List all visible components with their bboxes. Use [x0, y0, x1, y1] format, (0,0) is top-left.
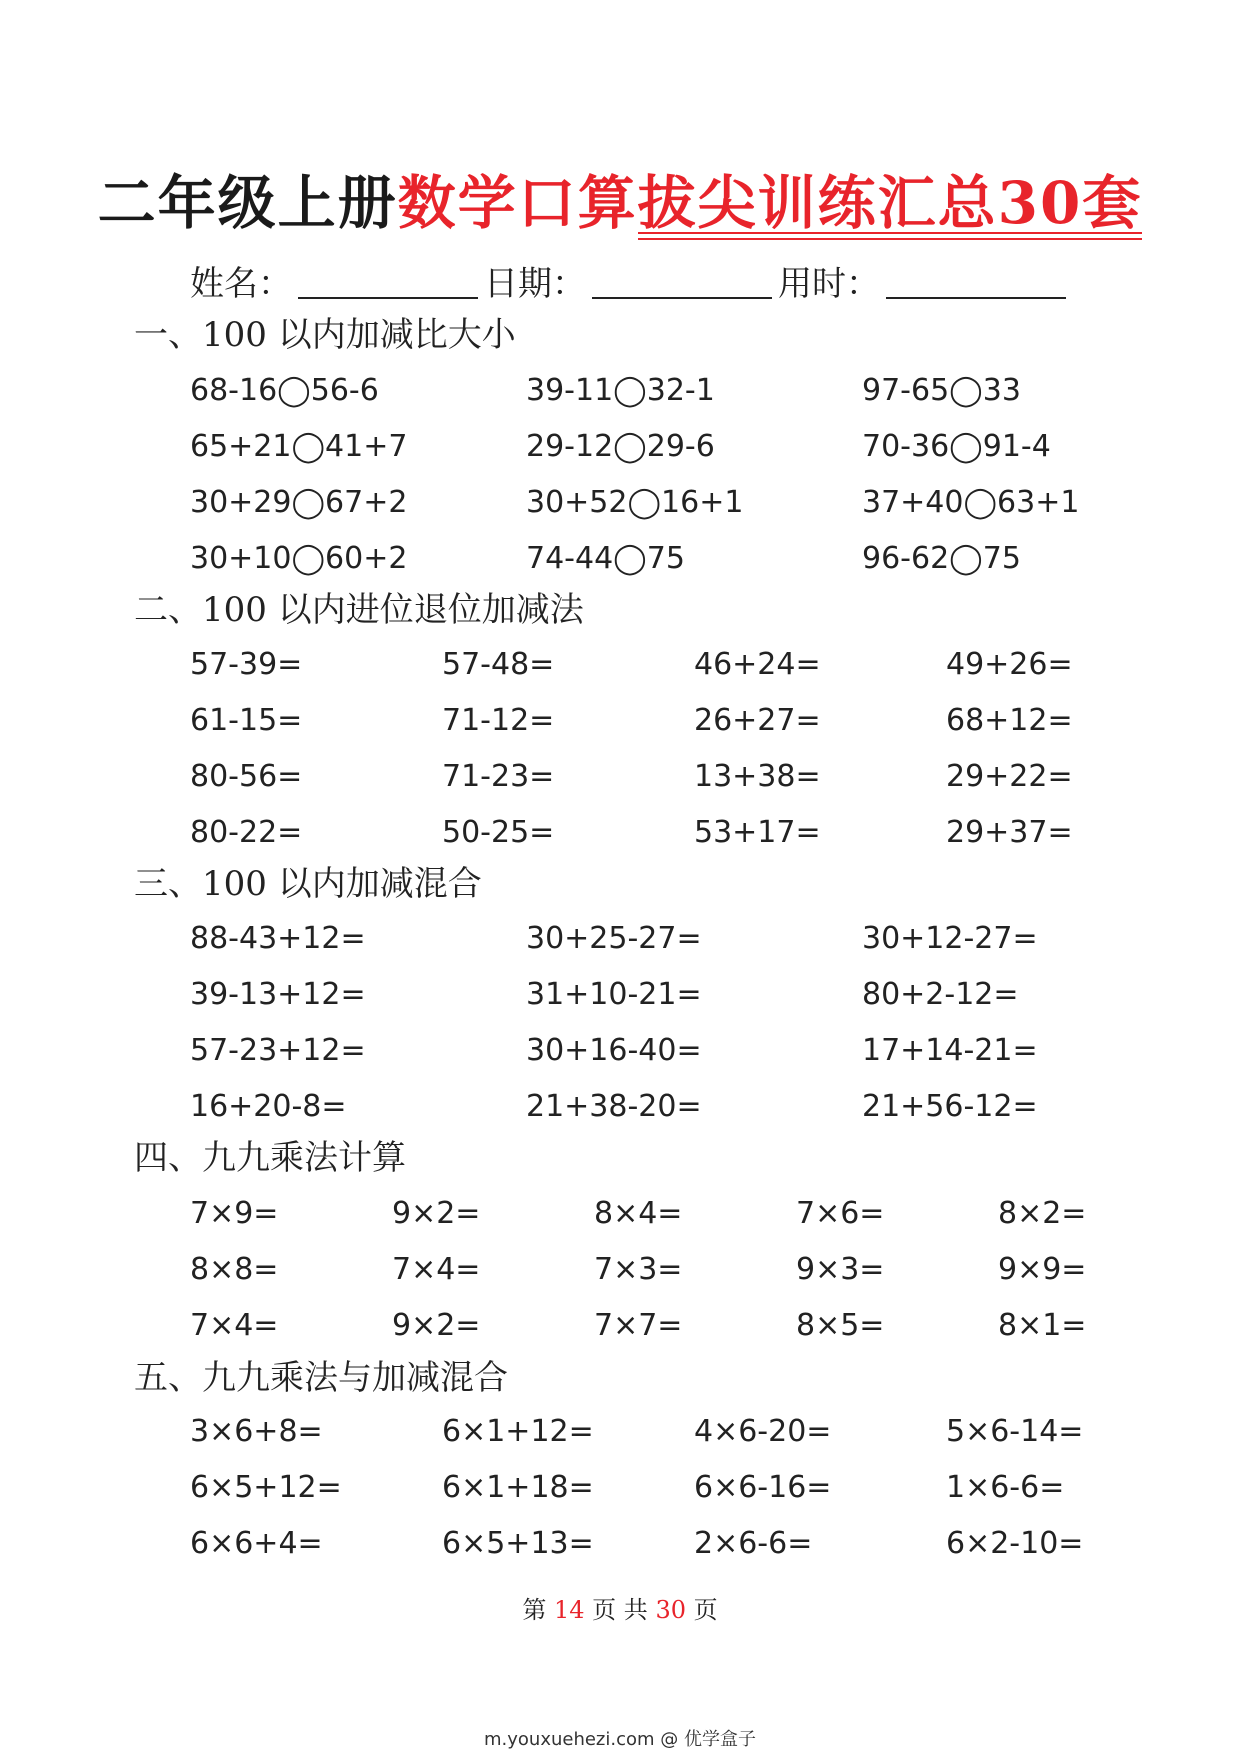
problem: 16+20-8= — [190, 1088, 347, 1124]
problem-row — [190, 1297, 1200, 1353]
problem: 70-36◯91-4 — [862, 428, 1051, 464]
problem: 29+37= — [946, 814, 1073, 850]
problem: 6×5+12= — [190, 1469, 342, 1505]
problem-row — [190, 1078, 1198, 1134]
date-label: 日期： — [484, 264, 586, 304]
problem: 68-16◯56-6 — [190, 372, 379, 408]
problem: 97-65◯33 — [862, 372, 1021, 408]
problem: 9×2= — [392, 1195, 481, 1231]
problem-row — [190, 1515, 1198, 1571]
problem: 80+2-12= — [862, 976, 1019, 1012]
problem: 46+24= — [694, 646, 821, 682]
section-title: 二、100 以内进位退位加减法 — [134, 590, 584, 630]
problem: 7×9= — [190, 1195, 279, 1231]
problem: 17+14-21= — [862, 1032, 1038, 1068]
problem: 53+17= — [694, 814, 821, 850]
problem-row — [190, 804, 1198, 860]
problem: 4×6-20= — [694, 1413, 832, 1449]
problem: 39-13+12= — [190, 976, 366, 1012]
problem: 6×2-10= — [946, 1525, 1084, 1561]
problem: 88-43+12= — [190, 920, 366, 956]
problem: 30+12-27= — [862, 920, 1038, 956]
name-label: 姓名： — [190, 264, 292, 304]
problem: 39-11◯32-1 — [526, 372, 715, 408]
site-watermark: m.youxuehezi.com @ 优学盒子 — [483, 1729, 756, 1750]
problem: 30+52◯16+1 — [526, 484, 744, 520]
page-pre: 第 — [522, 1596, 547, 1624]
page-mid: 页 共 — [592, 1596, 648, 1624]
section-title: 四、九九乘法计算 — [134, 1138, 406, 1178]
problem: 7×7= — [594, 1307, 683, 1343]
title-training: 拔尖训练汇总30套 — [637, 169, 1143, 237]
problem: 50-25= — [442, 814, 555, 850]
problem: 80-22= — [190, 814, 303, 850]
problem: 30+10◯60+2 — [190, 540, 408, 576]
problem: 7×4= — [190, 1307, 279, 1343]
problem: 13+38= — [694, 758, 821, 794]
problem: 68+12= — [946, 702, 1073, 738]
problem-row — [190, 1459, 1198, 1515]
problem: 57-39= — [190, 646, 303, 682]
problem-row — [190, 966, 1198, 1022]
page-number — [0, 1590, 1240, 1625]
problem: 29-12◯29-6 — [526, 428, 715, 464]
time-label: 用时： — [778, 264, 880, 304]
problem: 6×6+4= — [190, 1525, 323, 1561]
problem: 9×3= — [796, 1251, 885, 1287]
section-2-problems — [190, 636, 1198, 860]
problem: 8×8= — [190, 1251, 279, 1287]
title-grade: 二年级上册 — [97, 169, 398, 237]
problem: 7×6= — [796, 1195, 885, 1231]
problem-row — [190, 530, 1198, 586]
problem: 9×9= — [998, 1251, 1087, 1287]
page-post: 页 — [693, 1596, 718, 1624]
problem: 6×1+12= — [442, 1413, 594, 1449]
section-title: 三、100 以内加减混合 — [134, 864, 482, 904]
section-4-problems — [190, 1185, 1200, 1353]
problem: 8×4= — [594, 1195, 683, 1231]
problem: 57-23+12= — [190, 1032, 366, 1068]
problem: 30+29◯67+2 — [190, 484, 408, 520]
problem: 8×1= — [998, 1307, 1087, 1343]
section-1-problems — [190, 362, 1198, 586]
problem: 6×5+13= — [442, 1525, 594, 1561]
problem: 2×6-6= — [694, 1525, 813, 1561]
current-page: 14 — [553, 1596, 585, 1624]
problem: 6×1+18= — [442, 1469, 594, 1505]
problem: 30+16-40= — [526, 1032, 702, 1068]
problem-row — [190, 692, 1198, 748]
problem: 9×2= — [392, 1307, 481, 1343]
problem-row — [190, 418, 1198, 474]
problem: 71-23= — [442, 758, 555, 794]
problem: 21+38-20= — [526, 1088, 702, 1124]
problem: 30+25-27= — [526, 920, 702, 956]
problem-row — [190, 910, 1198, 966]
problem: 7×3= — [594, 1251, 683, 1287]
problem: 74-44◯75 — [526, 540, 685, 576]
student-info — [190, 256, 1072, 305]
problem: 96-62◯75 — [862, 540, 1021, 576]
problem: 26+27= — [694, 702, 821, 738]
problem-row — [190, 1403, 1198, 1459]
problem-row — [190, 1022, 1198, 1078]
problem: 21+56-12= — [862, 1088, 1038, 1124]
problem-row — [190, 1241, 1200, 1297]
problem: 31+10-21= — [526, 976, 702, 1012]
problem: 8×5= — [796, 1307, 885, 1343]
problem: 49+26= — [946, 646, 1073, 682]
section-title: 一、100 以内加减比大小 — [134, 315, 516, 355]
time-field[interactable] — [886, 295, 1066, 299]
problem-row — [190, 474, 1198, 530]
problem-row — [190, 748, 1198, 804]
problem: 37+40◯63+1 — [862, 484, 1080, 520]
name-field[interactable] — [298, 295, 478, 299]
problem-row — [190, 362, 1198, 418]
problem: 7×4= — [392, 1251, 481, 1287]
problem: 3×6+8= — [190, 1413, 323, 1449]
problem: 71-12= — [442, 702, 555, 738]
title-subject: 数学口算 — [397, 169, 638, 237]
section-title: 五、九九乘法与加减混合 — [134, 1358, 508, 1398]
problem: 8×2= — [998, 1195, 1087, 1231]
problem-row — [190, 636, 1198, 692]
problem: 5×6-14= — [946, 1413, 1084, 1449]
problem: 61-15= — [190, 702, 303, 738]
section-5-problems — [190, 1403, 1198, 1571]
problem: 65+21◯41+7 — [190, 428, 408, 464]
problem: 1×6-6= — [946, 1469, 1065, 1505]
problem: 6×6-16= — [694, 1469, 832, 1505]
date-field[interactable] — [592, 295, 772, 299]
problem: 57-48= — [442, 646, 555, 682]
total-pages: 30 — [655, 1596, 686, 1624]
section-3-problems — [190, 910, 1198, 1134]
problem: 29+22= — [946, 758, 1073, 794]
page-title — [0, 168, 1240, 238]
problem-row — [190, 1185, 1200, 1241]
problem: 80-56= — [190, 758, 303, 794]
